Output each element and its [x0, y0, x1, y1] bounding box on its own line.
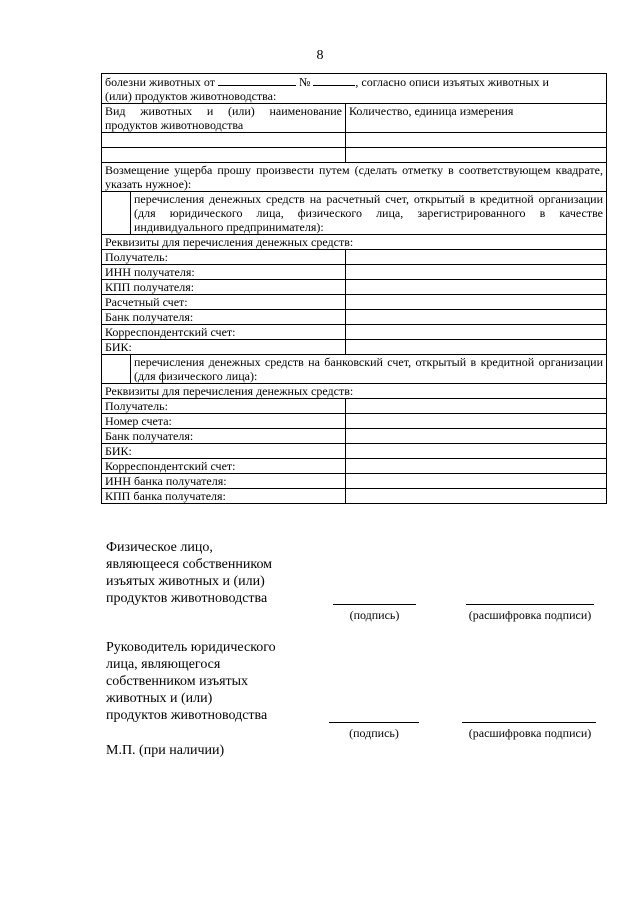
- goods-name-cell[interactable]: [102, 133, 346, 148]
- option1-text: перечисления денежных средств на расчетный счет, открытый в кредитной организации (для юридического лица, физического лица, зарегистрированного в качестве индивидуального предпринимателя):: [131, 192, 607, 235]
- option1-field-row: [102, 295, 607, 310]
- field-label: Банк получателя:: [102, 310, 346, 325]
- compensation-text: Возмещение ущерба прошу произвести путем (сделать отметку в соответствующем квадрате, указать нужное):: [102, 163, 607, 192]
- stamp-note: М.П. (при наличии): [106, 743, 225, 758]
- individual-line: продуктов животноводства: [106, 591, 268, 606]
- option2-field-row: [102, 489, 607, 504]
- intro-cell: [102, 74, 607, 104]
- field-label: Получатель:: [102, 250, 346, 265]
- field-value[interactable]: [346, 340, 607, 355]
- option1-field-row: [102, 265, 607, 280]
- goods-header-row: [102, 104, 607, 133]
- field-label: КПП получателя:: [102, 280, 346, 295]
- field-value[interactable]: [346, 280, 607, 295]
- field-label: Получатель:: [102, 399, 346, 414]
- field-value[interactable]: [346, 414, 607, 429]
- individual-decoding-caption: (расшифровка подписи): [468, 608, 592, 622]
- option1-field-row: [102, 250, 607, 265]
- individual-line: Физическое лицо,: [106, 540, 213, 555]
- goods-col2-header: Количество, единица измерения: [346, 104, 607, 133]
- field-label: Корреспондентский счет:: [102, 325, 346, 340]
- application-form-table: [101, 73, 607, 504]
- individual-line: являющееся собственником: [106, 557, 273, 572]
- field-value[interactable]: [346, 474, 607, 489]
- field-value[interactable]: [346, 310, 607, 325]
- field-value[interactable]: [346, 325, 607, 340]
- legal-line: лица, являющегося: [106, 657, 221, 672]
- option2-field-row: [102, 399, 607, 414]
- intro-row: [102, 74, 607, 104]
- option1-field-row: [102, 310, 607, 325]
- goods-row: [102, 148, 607, 163]
- field-value[interactable]: [346, 459, 607, 474]
- option2-field-row: [102, 459, 607, 474]
- field-label: Корреспондентский счет:: [102, 459, 346, 474]
- option2-checkbox[interactable]: [102, 355, 131, 384]
- field-value[interactable]: [346, 429, 607, 444]
- legal-signature-caption: (подпись): [349, 726, 399, 740]
- intro-part2: , согласно описи изъятых животных и: [355, 75, 549, 89]
- individual-signer-label: [106, 539, 272, 607]
- legal-signature-line[interactable]: [329, 722, 419, 723]
- field-label: БИК:: [102, 340, 346, 355]
- field-label: КПП банка получателя:: [102, 489, 346, 504]
- legal-line: Руководитель юридического: [106, 640, 276, 655]
- individual-decoding-line[interactable]: [466, 604, 594, 605]
- legal-line: собственником изъятых: [106, 674, 249, 689]
- intro-num-sign: №: [298, 75, 311, 89]
- field-label: ИНН банка получателя:: [102, 474, 346, 489]
- field-value[interactable]: [346, 444, 607, 459]
- field-label: ИНН получателя:: [102, 265, 346, 280]
- page-number: 8: [316, 48, 324, 63]
- field-label: Банк получателя:: [102, 429, 346, 444]
- option1-row: [102, 192, 607, 235]
- legal-line: продуктов животноводства: [106, 708, 268, 723]
- option1-field-row: [102, 280, 607, 295]
- intro-part1: болезни животных от: [105, 75, 215, 89]
- legal-line: животных и (или): [106, 691, 213, 706]
- legal-decoding-line[interactable]: [462, 722, 596, 723]
- individual-signature-caption: (подпись): [349, 608, 400, 622]
- option2-requisites-header-row: [102, 384, 607, 399]
- option2-text: перечисления денежных средств на банковский счет, открытый в кредитной организации (для физического лица):: [131, 355, 607, 384]
- field-value[interactable]: [346, 399, 607, 414]
- option1-field-row: [102, 325, 607, 340]
- goods-col1-header: Вид животных и (или) наименование продуктов животноводства: [102, 104, 346, 133]
- goods-name-cell[interactable]: [102, 148, 346, 163]
- option2-row: [102, 355, 607, 384]
- disease-number-blank[interactable]: [313, 74, 355, 86]
- option1-checkbox[interactable]: [102, 192, 131, 235]
- field-value[interactable]: [346, 250, 607, 265]
- goods-quantity-cell[interactable]: [346, 148, 607, 163]
- legal-decoding-caption: (расшифровка подписи): [468, 726, 592, 740]
- field-value[interactable]: [346, 295, 607, 310]
- option2-field-row: [102, 444, 607, 459]
- option2-field-row: [102, 474, 607, 489]
- goods-quantity-cell[interactable]: [346, 133, 607, 148]
- field-label: Номер счета:: [102, 414, 346, 429]
- option2-requisites-header: Реквизиты для перечисления денежных средств:: [102, 384, 607, 399]
- individual-line: изъятых животных и (или): [106, 574, 265, 589]
- field-label: БИК:: [102, 444, 346, 459]
- option1-field-row: [102, 340, 607, 355]
- legal-signer-label: [106, 639, 276, 724]
- field-value[interactable]: [346, 265, 607, 280]
- option1-requisites-header: Реквизиты для перечисления денежных средств:: [102, 235, 607, 250]
- intro-part3: (или) продуктов животноводства:: [105, 89, 277, 103]
- option2-field-row: [102, 429, 607, 444]
- disease-date-blank[interactable]: [218, 74, 296, 86]
- goods-row: [102, 133, 607, 148]
- option2-field-row: [102, 414, 607, 429]
- individual-signature-line[interactable]: [333, 604, 416, 605]
- compensation-row: [102, 163, 607, 192]
- field-label: Расчетный счет:: [102, 295, 346, 310]
- field-value[interactable]: [346, 489, 607, 504]
- option1-requisites-header-row: [102, 235, 607, 250]
